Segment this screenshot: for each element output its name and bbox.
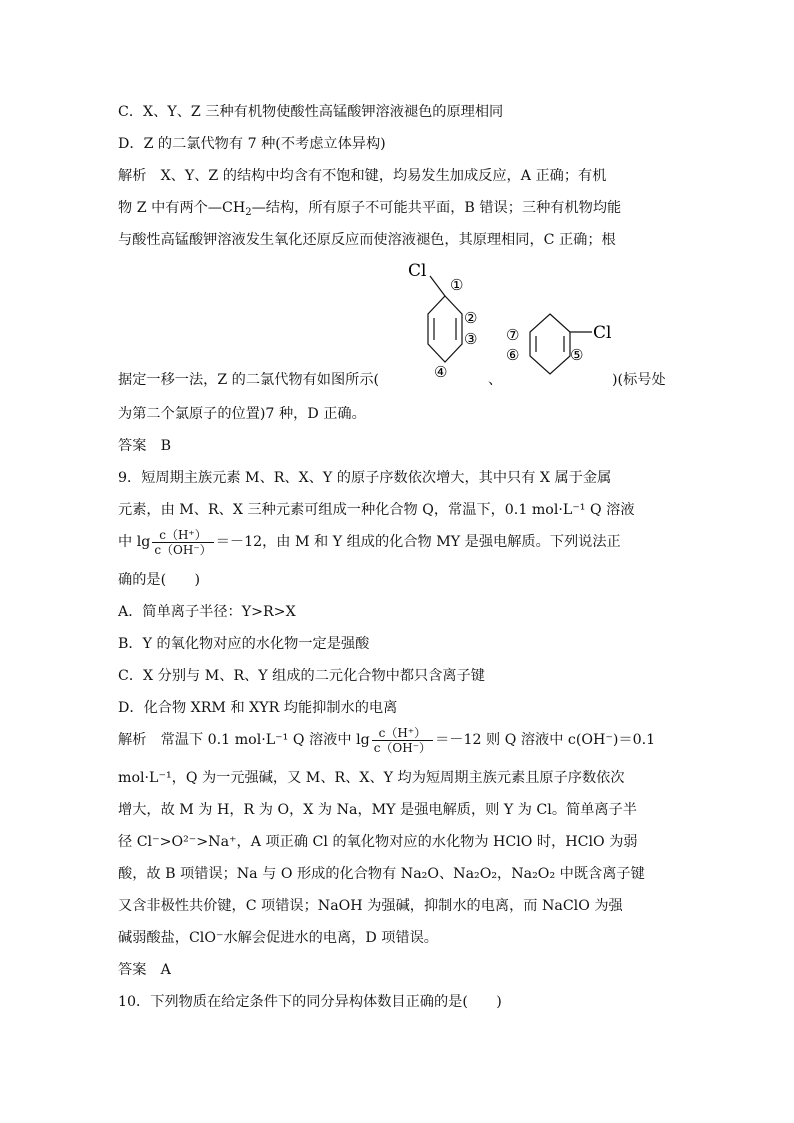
- analysis-line-2: [118, 198, 676, 223]
- analysis-text: 物 Z 中有两个—CH: [118, 200, 246, 216]
- analysis-text: —结构，所有原子不可能共平面，B 错误；三种有机物均能: [251, 200, 622, 216]
- solution-line-5: 酸，故 B 项错误；Na 与 O 形成的化合物有 Na₂O、Na₂O₂，Na₂O₂ 中既含离子键: [118, 866, 645, 882]
- analysis-line-1: 解析 X、Y、Z 的结构中均含有不饱和键，均易发生加成反应，A 正确；有机: [118, 168, 607, 184]
- fraction: [372, 726, 433, 755]
- position-marker: ⑦: [506, 326, 520, 344]
- solution-text: ＝－12 则 Q 溶液中 c(OH⁻)＝0.1: [435, 732, 656, 748]
- question-9-line-1: 9．短周期主族元素 M、R、X、Y 的原子序数依次增大，其中只有 X 属于金属: [118, 470, 612, 486]
- analysis-line-3: 与酸性高锰酸钾溶液发生氧化还原反应而使溶液褪色，其原理相同，C 正确；根: [118, 232, 616, 248]
- position-marker: ②: [464, 309, 478, 327]
- fraction-denominator: c（OH⁻）: [154, 542, 212, 557]
- analysis-line-4-end: )(标号处: [612, 372, 666, 388]
- analysis-line-4: [118, 370, 676, 390]
- analysis-text: 据定一移一法，Z 的二氯代物有如图所示(: [118, 372, 380, 388]
- question-text: 中 lg: [118, 534, 151, 550]
- solution-line-6: 又含非极性共价键，C 项错误；NaOH 为强碱，抑制水的电离，而 NaClO 为强: [118, 898, 623, 914]
- question-9-line-4: 确的是( ): [118, 572, 201, 588]
- solution-line-1: [118, 722, 676, 762]
- option-d-q9: D．化合物 XRM 和 XYR 均能抑制水的电离: [118, 700, 398, 716]
- option-b-q9: B．Y 的氧化物对应的水化物一定是强酸: [118, 636, 370, 652]
- option-d-q8: D．Z 的二氯代物有 7 种(不考虑立体异构): [118, 136, 386, 152]
- subscript: 2: [245, 207, 252, 218]
- fraction-numerator: c（H⁺）: [152, 528, 213, 543]
- analysis-line-5: 为第二个氯原子的位置)7 种，D 正确。: [118, 406, 366, 422]
- position-marker: ⑤: [570, 346, 584, 364]
- chlorine-label-2: Cl: [593, 323, 612, 343]
- separator: 、: [488, 372, 503, 388]
- fraction-denominator: c（OH⁻）: [373, 740, 432, 755]
- solution-line-3: 增大，故 M 为 H，R 为 O，X 为 Na，MY 是强电解质，则 Y 为 Cl。简单离子半: [118, 802, 637, 818]
- question-10: 10．下列物质在给定条件下的同分异构体数目正确的是( ): [118, 994, 502, 1010]
- solution-text: 解析 常温下 0.1 mol·L⁻¹ Q 溶液中 lg: [118, 732, 370, 748]
- fraction: [152, 528, 213, 557]
- option-c-q8: C．X、Y、Z 三种有机物使酸性高锰酸钾溶液褪色的原理相同: [118, 104, 504, 120]
- option-a-q9: A．简单离子半径：Y>R>X: [118, 604, 296, 620]
- fraction-numerator: c（H⁺）: [372, 726, 433, 741]
- position-marker: ④: [434, 363, 448, 381]
- option-c-q9: C．X 分别与 M、R、Y 组成的二元化合物中都只含离子键: [118, 668, 485, 684]
- dichloro-structures: [400, 256, 630, 384]
- solution-line-2: mol·L⁻¹，Q 为一元强碱，又 M、R、X、Y 均为短周期主族元素且原子序数依次: [118, 770, 625, 786]
- question-9-line-3: [118, 524, 676, 564]
- answer-q8: 答案 B: [118, 438, 171, 454]
- position-marker: ①: [450, 276, 464, 294]
- question-9-line-2: 元素，由 M、R、X 三种元素可组成一种化合物 Q，常温下，0.1 mol·L⁻¹ Q 溶液: [118, 502, 635, 518]
- solution-line-7: 碱弱酸盐，ClO⁻水解会促进水的电离，D 项错误。: [118, 930, 438, 946]
- position-marker: ⑥: [506, 346, 520, 364]
- question-text: ＝－12，由 M 和 Y 组成的化合物 MY 是强电解质。下列说法正: [215, 534, 621, 550]
- solution-line-4: 径 Cl⁻>O²⁻>Na⁺，A 项正确 Cl 的氧化物对应的水化物为 HClO 时，HClO 为弱: [118, 834, 638, 850]
- position-marker: ③: [464, 330, 478, 348]
- answer-q9: 答案 A: [118, 962, 171, 978]
- chlorine-label-1: Cl: [408, 261, 427, 281]
